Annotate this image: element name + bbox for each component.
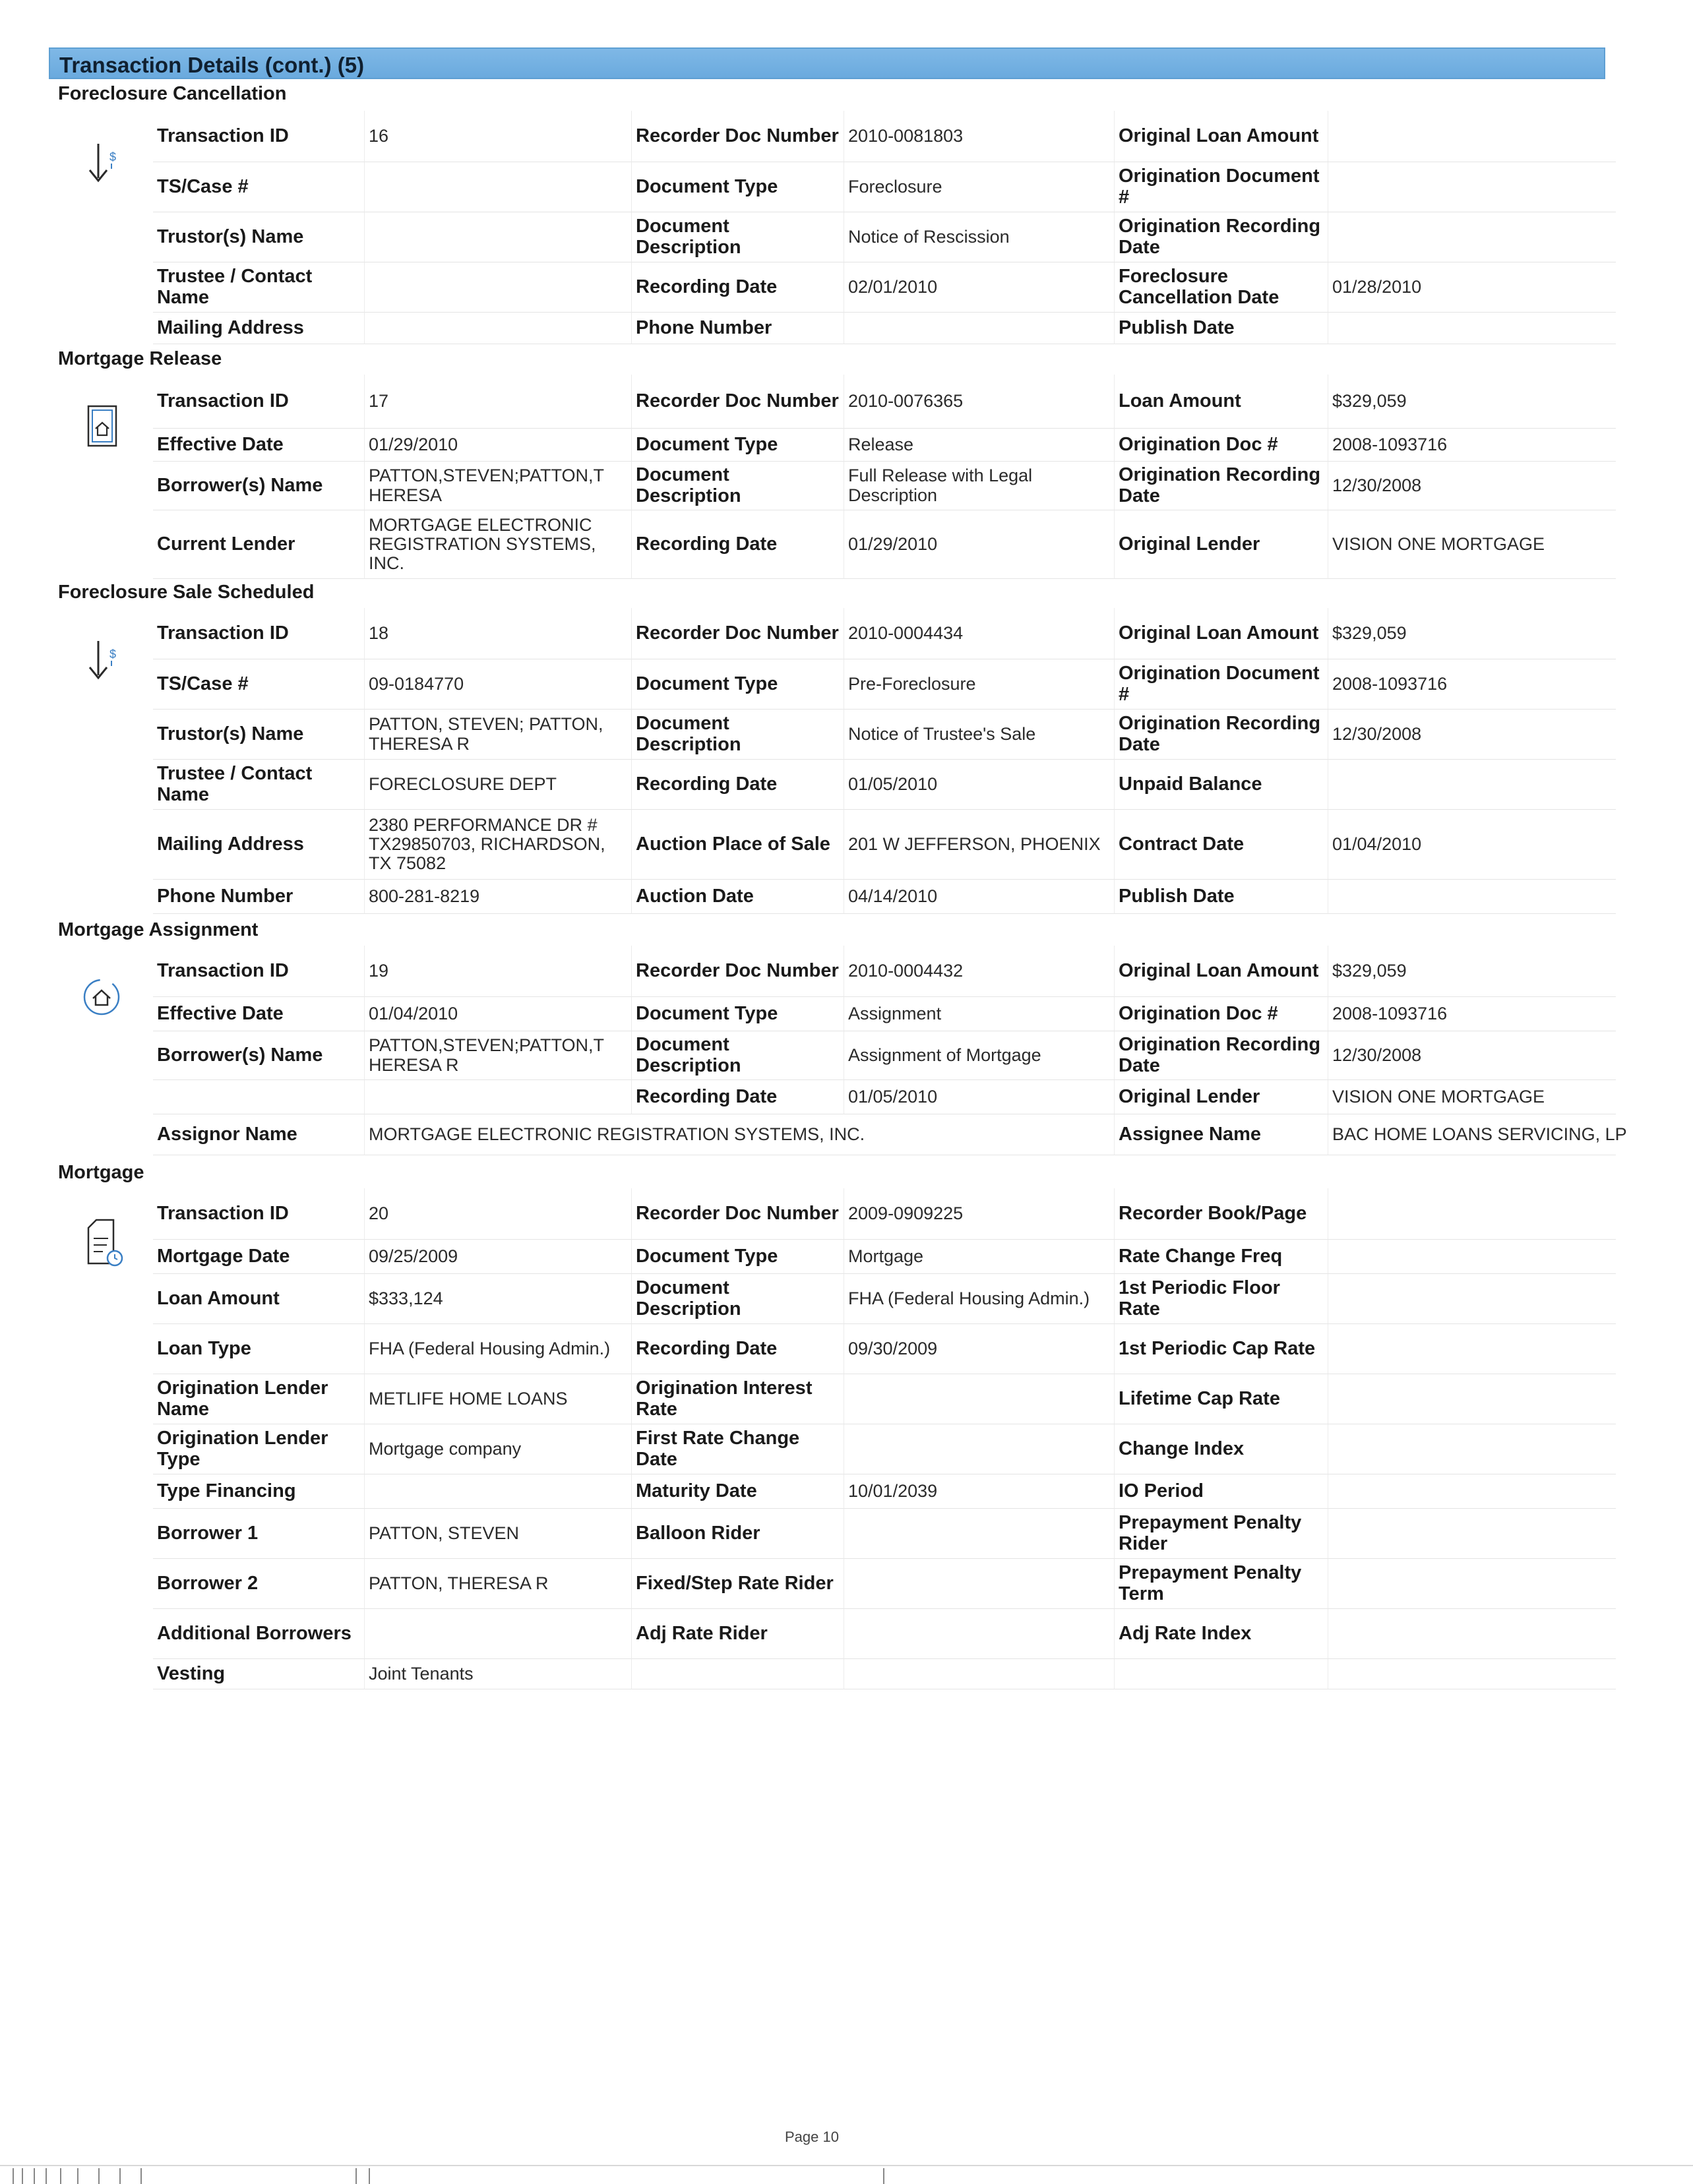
- scan-artifact-strip: [0, 2164, 1693, 2184]
- field-value-original-loan-amount: $329,059: [1328, 608, 1616, 659]
- field-label-mailing-address: Mailing Address: [153, 313, 364, 344]
- field-value-recorder-book-page: [1328, 1188, 1616, 1240]
- mortgage-release-grid: [153, 375, 1616, 579]
- field-value-borrower-s-name: PATTON,STEVEN;PATTON,T HERESA: [364, 462, 631, 510]
- field-label-origination-recording-date: Origination Recording Date: [1114, 1031, 1328, 1080]
- svg-text:$: $: [109, 648, 117, 661]
- field-label-empty: [153, 1080, 364, 1114]
- field-value-phone-number: 800-281-8219: [364, 880, 631, 914]
- field-label-document-description: Document Description: [631, 212, 844, 262]
- section-foreclosure-cancellation: [55, 111, 1616, 349]
- field-label-adj-rate-index: Adj Rate Index: [1114, 1609, 1328, 1659]
- foreclosure-sale-grid: [153, 608, 1616, 914]
- field-value-trustee-contact-name: FORECLOSURE DEPT: [364, 760, 631, 810]
- field-label-current-lender: Current Lender: [153, 510, 364, 579]
- field-value-document-description: FHA (Federal Housing Admin.): [844, 1274, 1114, 1324]
- field-value-recorder-doc-number: 2010-0076365: [844, 375, 1114, 429]
- field-value-document-type: Assignment: [844, 997, 1114, 1031]
- field-value-auction-date: 04/14/2010: [844, 880, 1114, 914]
- field-value-prepayment-penalty-term: [1328, 1559, 1616, 1609]
- field-label-original-loan-amount: Original Loan Amount: [1114, 608, 1328, 659]
- field-value-mailing-address: 2380 PERFORMANCE DR # TX29850703, RICHARDSON, TX 75082: [364, 810, 631, 880]
- field-value-origination-recording-date: 12/30/2008: [1328, 1031, 1616, 1080]
- field-value-additional-borrowers: [364, 1609, 631, 1659]
- field-label-document-type: Document Type: [631, 429, 844, 462]
- field-label-transaction-id: Transaction ID: [153, 111, 364, 162]
- section-title-mortgage: Mortgage: [58, 1162, 144, 1183]
- field-label-trustee-contact-name: Trustee / Contact Name: [153, 262, 364, 313]
- field-label-prepayment-penalty-rider: Prepayment Penalty Rider: [1114, 1509, 1328, 1559]
- field-label-document-description: Document Description: [631, 710, 844, 760]
- section-title-mortgage-assignment: Mortgage Assignment: [58, 919, 259, 940]
- field-value-borrower-1: PATTON, STEVEN: [364, 1509, 631, 1559]
- field-value-mailing-address: [364, 313, 631, 344]
- field-label-origination-recording-date: Origination Recording Date: [1114, 462, 1328, 510]
- field-value-original-loan-amount: $329,059: [1328, 946, 1616, 997]
- field-label-recorder-doc-number: Recorder Doc Number: [631, 111, 844, 162]
- field-label-contract-date: Contract Date: [1114, 810, 1328, 880]
- field-value-origination-recording-date: 12/30/2008: [1328, 462, 1616, 510]
- field-label-origination-lender-name: Origination Lender Name: [153, 1374, 364, 1424]
- house-document-icon: [75, 401, 135, 460]
- field-label-recording-date: Recording Date: [631, 1324, 844, 1374]
- field-label-effective-date: Effective Date: [153, 429, 364, 462]
- field-value-origination-interest-rate: [844, 1374, 1114, 1424]
- field-label-document-description: Document Description: [631, 1274, 844, 1324]
- house-circle-icon: [75, 972, 135, 1031]
- assignee-name-value: BAC HOME LOANS SERVICING, LP: [1328, 1114, 1616, 1155]
- assignor-name-value: MORTGAGE ELECTRONIC REGISTRATION SYSTEMS, INC.: [364, 1114, 1114, 1155]
- field-value-adj-rate-rider: [844, 1609, 1114, 1659]
- field-label-transaction-id: Transaction ID: [153, 946, 364, 997]
- field-value-original-lender: VISION ONE MORTGAGE: [1328, 1080, 1616, 1114]
- field-value-lifetime-cap-rate: [1328, 1374, 1616, 1424]
- field-label-origination-document: Origination Document #: [1114, 659, 1328, 710]
- field-value-unpaid-balance: [1328, 760, 1616, 810]
- field-value-recording-date: 01/05/2010: [844, 760, 1114, 810]
- field-value-trustor-s-name: [364, 212, 631, 262]
- field-label-document-type: Document Type: [631, 1240, 844, 1274]
- field-value-recorder-doc-number: 2010-0004432: [844, 946, 1114, 997]
- field-label-effective-date: Effective Date: [153, 997, 364, 1031]
- field-value-effective-date: 01/29/2010: [364, 429, 631, 462]
- field-label-loan-amount: Loan Amount: [1114, 375, 1328, 429]
- section-foreclosure-sale-scheduled: [55, 608, 1616, 918]
- assignee-name-label: Assignee Name: [1114, 1114, 1328, 1155]
- field-label-recording-date: Recording Date: [631, 510, 844, 579]
- assignor-name-label: Assignor Name: [153, 1114, 364, 1155]
- field-label-balloon-rider: Balloon Rider: [631, 1509, 844, 1559]
- field-value-trustee-contact-name: [364, 262, 631, 313]
- field-label-document-type: Document Type: [631, 659, 844, 710]
- field-label-trustee-contact-name: Trustee / Contact Name: [153, 760, 364, 810]
- field-value-transaction-id: 16: [364, 111, 631, 162]
- field-value-transaction-id: 17: [364, 375, 631, 429]
- field-value-document-description: Notice of Trustee's Sale: [844, 710, 1114, 760]
- field-value-balloon-rider: [844, 1509, 1114, 1559]
- field-label-borrower-s-name: Borrower(s) Name: [153, 462, 364, 510]
- mortgage-document-icon: [75, 1215, 135, 1274]
- field-value-document-type: Mortgage: [844, 1240, 1114, 1274]
- field-label-transaction-id: Transaction ID: [153, 375, 364, 429]
- field-value-loan-amount: $329,059: [1328, 375, 1616, 429]
- field-value-transaction-id: 20: [364, 1188, 631, 1240]
- field-value-borrower-2: PATTON, THERESA R: [364, 1559, 631, 1609]
- field-label-recorder-doc-number: Recorder Doc Number: [631, 1188, 844, 1240]
- field-label-recorder-doc-number: Recorder Doc Number: [631, 608, 844, 659]
- field-value-document-description: Assignment of Mortgage: [844, 1031, 1114, 1080]
- field-label-borrower-2: Borrower 2: [153, 1559, 364, 1609]
- field-label-foreclosure-cancellation-date: Foreclosure Cancellation Date: [1114, 262, 1328, 313]
- field-label-unpaid-balance: Unpaid Balance: [1114, 760, 1328, 810]
- field-label-mailing-address: Mailing Address: [153, 810, 364, 880]
- field-value-phone-number: [844, 313, 1114, 344]
- field-label-publish-date: Publish Date: [1114, 880, 1328, 914]
- field-label-origination-recording-date: Origination Recording Date: [1114, 710, 1328, 760]
- field-label-rate-change-freq: Rate Change Freq: [1114, 1240, 1328, 1274]
- field-value-recording-date: 02/01/2010: [844, 262, 1114, 313]
- field-label-first-rate-change-date: First Rate Change Date: [631, 1424, 844, 1474]
- field-label-borrower-1: Borrower 1: [153, 1509, 364, 1559]
- field-label-transaction-id: Transaction ID: [153, 608, 364, 659]
- field-value-origination-doc: 2008-1093716: [1328, 997, 1616, 1031]
- field-value-foreclosure-cancellation-date: 01/28/2010: [1328, 262, 1616, 313]
- field-value-io-period: [1328, 1474, 1616, 1509]
- field-value-origination-lender-name: METLIFE HOME LOANS: [364, 1374, 631, 1424]
- field-value-loan-amount: $333,124: [364, 1274, 631, 1324]
- field-value-empty: [844, 1659, 1114, 1689]
- field-label-transaction-id: Transaction ID: [153, 1188, 364, 1240]
- field-label-recording-date: Recording Date: [631, 262, 844, 313]
- field-label-fixed-step-rate-rider: Fixed/Step Rate Rider: [631, 1559, 844, 1609]
- field-value-recording-date: 01/05/2010: [844, 1080, 1114, 1114]
- field-value-trustor-s-name: PATTON, STEVEN; PATTON, THERESA R: [364, 710, 631, 760]
- field-label-origination-lender-type: Origination Lender Type: [153, 1424, 364, 1474]
- field-value-recorder-doc-number: 2009-0909225: [844, 1188, 1114, 1240]
- field-value-publish-date: [1328, 313, 1616, 344]
- field-value-ts-case: 09-0184770: [364, 659, 631, 710]
- section-title-mortgage-release: Mortgage Release: [58, 348, 222, 369]
- field-label-document-description: Document Description: [631, 1031, 844, 1080]
- foreclosure-arrow-icon: [75, 634, 135, 694]
- field-value-auction-place-of-sale: 201 W JEFFERSON, PHOENIX: [844, 810, 1114, 880]
- field-value-1st-periodic-floor-rate: [1328, 1274, 1616, 1324]
- mortgage-assignment-grid: [153, 946, 1627, 1155]
- svg-text:$: $: [109, 150, 117, 164]
- field-value-borrower-s-name: PATTON,STEVEN;PATTON,T HERESA R: [364, 1031, 631, 1080]
- field-value-loan-type: FHA (Federal Housing Admin.): [364, 1324, 631, 1374]
- field-value-change-index: [1328, 1424, 1616, 1474]
- field-label-loan-amount: Loan Amount: [153, 1274, 364, 1324]
- field-value-transaction-id: 18: [364, 608, 631, 659]
- field-value-recording-date: 09/30/2009: [844, 1324, 1114, 1374]
- field-value-publish-date: [1328, 880, 1616, 914]
- field-label-recording-date: Recording Date: [631, 760, 844, 810]
- section-header-bar: [49, 47, 1605, 79]
- field-value-maturity-date: 10/01/2039: [844, 1474, 1114, 1509]
- field-value-recording-date: 01/29/2010: [844, 510, 1114, 579]
- field-value-origination-document: [1328, 162, 1616, 212]
- field-value-original-lender: VISION ONE MORTGAGE: [1328, 510, 1616, 579]
- field-value-recorder-doc-number: 2010-0004434: [844, 608, 1114, 659]
- page-number: Page 10: [785, 2129, 839, 2145]
- field-label-recorder-book-page: Recorder Book/Page: [1114, 1188, 1328, 1240]
- field-label-document-description: Document Description: [631, 462, 844, 510]
- field-label-lifetime-cap-rate: Lifetime Cap Rate: [1114, 1374, 1328, 1424]
- field-label-empty: [631, 1659, 844, 1689]
- field-label-trustor-s-name: Trustor(s) Name: [153, 212, 364, 262]
- field-value-original-loan-amount: [1328, 111, 1616, 162]
- field-label-origination-doc: Origination Doc #: [1114, 429, 1328, 462]
- field-value-type-financing: [364, 1474, 631, 1509]
- field-label-publish-date: Publish Date: [1114, 313, 1328, 344]
- field-value-mortgage-date: 09/25/2009: [364, 1240, 631, 1274]
- field-value-empty: [364, 1080, 631, 1114]
- field-value-origination-lender-type: Mortgage company: [364, 1424, 631, 1474]
- field-label-mortgage-date: Mortgage Date: [153, 1240, 364, 1274]
- field-label-additional-borrowers: Additional Borrowers: [153, 1609, 364, 1659]
- field-value-effective-date: 01/04/2010: [364, 997, 631, 1031]
- field-value-transaction-id: 19: [364, 946, 631, 997]
- field-label-auction-place-of-sale: Auction Place of Sale: [631, 810, 844, 880]
- field-label-auction-date: Auction Date: [631, 880, 844, 914]
- field-label-original-lender: Original Lender: [1114, 510, 1328, 579]
- field-label-origination-document: Origination Document #: [1114, 162, 1328, 212]
- section-mortgage-assignment: [55, 946, 1627, 1161]
- field-value-origination-recording-date: [1328, 212, 1616, 262]
- field-value-fixed-step-rate-rider: [844, 1559, 1114, 1609]
- field-value-origination-recording-date: 12/30/2008: [1328, 710, 1616, 760]
- field-value-document-type: Pre-Foreclosure: [844, 659, 1114, 710]
- field-value-empty: [1328, 1659, 1616, 1689]
- field-label-recorder-doc-number: Recorder Doc Number: [631, 375, 844, 429]
- field-value-current-lender: MORTGAGE ELECTRONIC REGISTRATION SYSTEMS, INC.: [364, 510, 631, 579]
- field-label-trustor-s-name: Trustor(s) Name: [153, 710, 364, 760]
- field-value-origination-document: 2008-1093716: [1328, 659, 1616, 710]
- field-value-document-description: Full Release with Legal Description: [844, 462, 1114, 510]
- field-value-contract-date: 01/04/2010: [1328, 810, 1616, 880]
- field-label-original-loan-amount: Original Loan Amount: [1114, 111, 1328, 162]
- field-value-document-type: Foreclosure: [844, 162, 1114, 212]
- field-label-document-type: Document Type: [631, 162, 844, 212]
- field-value-ts-case: [364, 162, 631, 212]
- field-label-origination-interest-rate: Origination Interest Rate: [631, 1374, 844, 1424]
- field-value-vesting: Joint Tenants: [364, 1659, 631, 1689]
- field-value-origination-doc: 2008-1093716: [1328, 429, 1616, 462]
- page-title: Transaction Details (cont.) (5): [59, 53, 365, 77]
- field-label-vesting: Vesting: [153, 1659, 364, 1689]
- mortgage-grid: [153, 1188, 1616, 1689]
- section-title-foreclosure-sale-scheduled: Foreclosure Sale Scheduled: [58, 582, 315, 603]
- field-label-change-index: Change Index: [1114, 1424, 1328, 1474]
- foreclosure-arrow-icon: [75, 137, 135, 197]
- field-label-recording-date: Recording Date: [631, 1080, 844, 1114]
- field-label-type-financing: Type Financing: [153, 1474, 364, 1509]
- field-label-borrower-s-name: Borrower(s) Name: [153, 1031, 364, 1080]
- field-value-prepayment-penalty-rider: [1328, 1509, 1616, 1559]
- field-label-adj-rate-rider: Adj Rate Rider: [631, 1609, 844, 1659]
- field-value-first-rate-change-date: [844, 1424, 1114, 1474]
- field-label-original-loan-amount: Original Loan Amount: [1114, 946, 1328, 997]
- field-label-prepayment-penalty-term: Prepayment Penalty Term: [1114, 1559, 1328, 1609]
- field-value-1st-periodic-cap-rate: [1328, 1324, 1616, 1374]
- field-label-io-period: IO Period: [1114, 1474, 1328, 1509]
- field-label-recorder-doc-number: Recorder Doc Number: [631, 946, 844, 997]
- field-label-ts-case: TS/Case #: [153, 659, 364, 710]
- field-value-document-type: Release: [844, 429, 1114, 462]
- field-label-1st-periodic-floor-rate: 1st Periodic Floor Rate: [1114, 1274, 1328, 1324]
- field-value-adj-rate-index: [1328, 1609, 1616, 1659]
- field-label-maturity-date: Maturity Date: [631, 1474, 844, 1509]
- field-value-document-description: Notice of Rescission: [844, 212, 1114, 262]
- field-label-original-lender: Original Lender: [1114, 1080, 1328, 1114]
- field-label-ts-case: TS/Case #: [153, 162, 364, 212]
- section-mortgage: [55, 1188, 1616, 1689]
- field-value-rate-change-freq: [1328, 1240, 1616, 1274]
- field-label-origination-doc: Origination Doc #: [1114, 997, 1328, 1031]
- field-label-1st-periodic-cap-rate: 1st Periodic Cap Rate: [1114, 1324, 1328, 1374]
- field-label-loan-type: Loan Type: [153, 1324, 364, 1374]
- field-label-document-type: Document Type: [631, 997, 844, 1031]
- section-title-foreclosure-cancellation: Foreclosure Cancellation: [58, 83, 287, 104]
- field-label-phone-number: Phone Number: [153, 880, 364, 914]
- field-value-recorder-doc-number: 2010-0081803: [844, 111, 1114, 162]
- foreclosure-cancellation-grid: [153, 111, 1616, 344]
- field-label-phone-number: Phone Number: [631, 313, 844, 344]
- field-label-origination-recording-date: Origination Recording Date: [1114, 212, 1328, 262]
- section-mortgage-release: [55, 375, 1616, 580]
- field-label-empty: [1114, 1659, 1328, 1689]
